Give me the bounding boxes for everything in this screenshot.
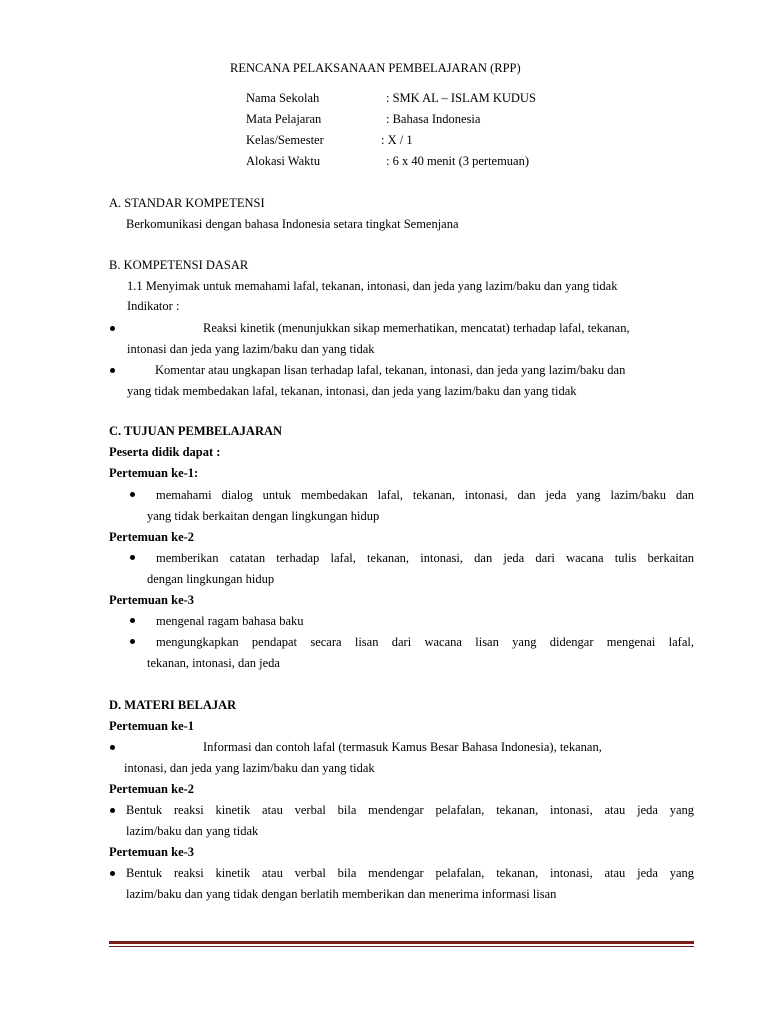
- info-value-subject: : Bahasa Indonesia: [386, 112, 481, 126]
- footer-rule-thick: [109, 941, 694, 944]
- bullet-icon: [110, 368, 115, 373]
- section-c-meeting-3: Pertemuan ke-3: [109, 593, 195, 607]
- bullet-icon: [130, 492, 135, 497]
- section-c-meeting-2: Pertemuan ke-2: [109, 530, 195, 544]
- d-p1-item-line-1: Informasi dan contoh lafal (termasuk Kamus Besar Bahasa Indonesia), tekanan,: [203, 740, 602, 754]
- section-a-text: Berkomunikasi dengan bahasa Indonesia setara tingkat Semenjana: [126, 217, 459, 231]
- info-label-time: Alokasi Waktu: [246, 154, 321, 168]
- indicator-1-line-2: intonasi dan jeda yang lazim/baku dan yang tidak: [127, 342, 375, 356]
- info-value-class: : X / 1: [381, 133, 413, 147]
- info-value-time: : 6 x 40 menit (3 pertemuan): [386, 154, 530, 168]
- c-p3-item-2-line-1: mengungkapkan pendapat secara lisan dari wacana lisan yang didengar mengenai lafal,: [156, 635, 694, 649]
- info-label-class: Kelas/Semester: [246, 133, 324, 147]
- bullet-icon: [110, 871, 115, 876]
- section-a-heading: A. STANDAR KOMPETENSI: [109, 196, 265, 210]
- section-c-meeting-1: Pertemuan ke-1:: [109, 466, 199, 480]
- section-c-intro: Peserta didik dapat :: [109, 445, 221, 459]
- info-label-subject: Mata Pelajaran: [246, 112, 322, 126]
- indicator-2-line-2: yang tidak membedakan lafal, tekanan, intonasi, dan jeda yang lazim/baku dan yang tidak: [127, 384, 577, 398]
- kd-line-1: 1.1 Menyimak untuk memahami lafal, tekanan, intonasi, dan jeda yang lazim/baku dan yang tidak: [127, 279, 618, 293]
- info-value-school: : SMK AL – ISLAM KUDUS: [386, 91, 536, 105]
- indicator-1-line-1: Reaksi kinetik (menunjukkan sikap memerhatikan, mencatat) terhadap lafal, tekanan,: [203, 321, 630, 335]
- d-p3-item-line-2: lazim/baku dan yang tidak dengan berlatih memberikan dan menerima informasi lisan: [126, 887, 557, 901]
- bullet-icon: [130, 555, 135, 560]
- indicator-2-line-1: Komentar atau ungkapan lisan terhadap lafal, tekanan, intonasi, dan jeda yang lazim/baku dan: [155, 363, 626, 377]
- c-p2-item-line-1: memberikan catatan terhadap lafal, tekanan, intonasi, dan jeda dari wacana tulis berkaitan: [156, 551, 694, 565]
- bullet-icon: [130, 639, 135, 644]
- section-d-meeting-1: Pertemuan ke-1: [109, 719, 195, 733]
- bullet-icon: [110, 808, 115, 813]
- footer-rule-thin: [109, 946, 694, 947]
- section-d-meeting-2: Pertemuan ke-2: [109, 782, 195, 796]
- bullet-icon: [110, 326, 115, 331]
- c-p1-item-line-1: memahami dialog untuk membedakan lafal, tekanan, intonasi, dan jeda yang lazim/baku dan: [156, 488, 694, 502]
- c-p3-item-1: mengenal ragam bahasa baku: [156, 614, 304, 628]
- section-c-heading: C. TUJUAN PEMBELAJARAN: [109, 424, 283, 438]
- c-p2-item-line-2: dengan lingkungan hidup: [147, 572, 275, 586]
- d-p3-item-line-1: Bentuk reaksi kinetik atau verbal bila mendengar pelafalan, tekanan, intonasi, atau jeda yang: [126, 866, 694, 880]
- kd-line-2: Indikator :: [127, 299, 180, 313]
- d-p2-item-line-1: Bentuk reaksi kinetik atau verbal bila mendengar pelafalan, tekanan, intonasi, atau jeda yang: [126, 803, 694, 817]
- c-p3-item-2-line-2: tekanan, intonasi, dan jeda: [147, 656, 280, 670]
- bullet-icon: [110, 745, 115, 750]
- section-d-meeting-3: Pertemuan ke-3: [109, 845, 195, 859]
- info-label-school: Nama Sekolah: [246, 91, 320, 105]
- c-p1-item-line-2: yang tidak berkaitan dengan lingkungan hidup: [147, 509, 380, 523]
- bullet-icon: [130, 618, 135, 623]
- document-title: RENCANA PELAKSANAAN PEMBELAJARAN (RPP): [230, 61, 521, 75]
- d-p1-item-line-2: intonasi, dan jeda yang lazim/baku dan yang tidak: [124, 761, 375, 775]
- d-p2-item-line-2: lazim/baku dan yang tidak: [126, 824, 259, 838]
- section-b-heading: B. KOMPETENSI DASAR: [109, 258, 249, 272]
- section-d-heading: D. MATERI BELAJAR: [109, 698, 237, 712]
